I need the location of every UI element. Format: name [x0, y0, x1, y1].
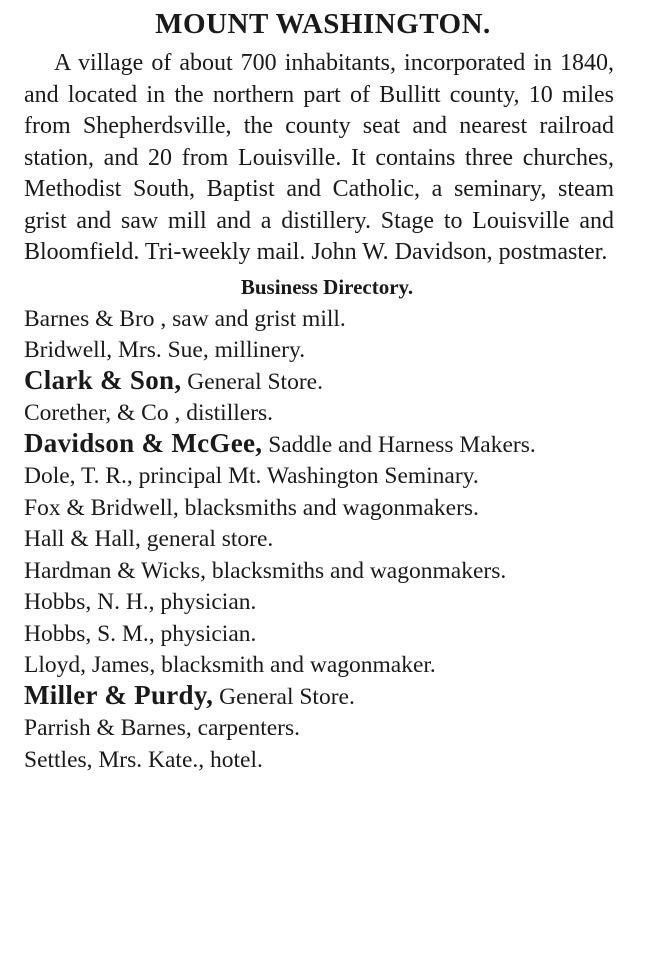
- entry-text: Hall & Hall, general store.: [24, 526, 274, 552]
- entry-text: Corether, & Co , distillers.: [24, 400, 274, 426]
- entry-text: Fox & Bridwell, blacksmiths and wagonmakers.: [24, 494, 479, 521]
- entry-text: Hobbs, S. M., physician.: [24, 620, 257, 647]
- directory-entry: [24, 303, 614, 335]
- directory-entry: [24, 618, 614, 650]
- entry-text: Dole, T. R., principal Mt. Washington Seminary.: [24, 463, 479, 489]
- business-directory-heading: Business Directory.: [240, 274, 414, 299]
- directory-entry: [24, 712, 614, 744]
- entry-text: Barnes & Bro , saw and grist mill.: [24, 305, 346, 332]
- directory-entry: [24, 681, 614, 713]
- directory-entry: [24, 523, 614, 555]
- page-title: MOUNT WASHINGTON.: [155, 8, 491, 40]
- business-directory-list: [24, 303, 614, 776]
- entry-text: Settles, Mrs. Kate., hotel.: [24, 746, 263, 773]
- directory-entry: [24, 397, 614, 429]
- entry-text: General Store.: [181, 368, 323, 395]
- village-description: A village of about 700 inhabitants, incorporated in 1840, and located in the northern part of Bullitt county, 10 miles from Shepherdsville, the county seat and nearest railroad station, and 20 from Louisville. It contains three churches, Methodist South, Baptist and Catholic, a seminary, steam grist and saw mill and a distillery. Stage to Louisville and Bloomfield. Tri-weekly mail. John W. Davidson, postmaster.: [24, 50, 614, 265]
- entry-business-name: Davidson & McGee,: [24, 427, 263, 458]
- directory-entry: [24, 334, 614, 366]
- directory-entry: [24, 744, 614, 776]
- entry-text: Bridwell, Mrs. Sue, millinery.: [24, 337, 306, 363]
- directory-entry: [24, 429, 614, 461]
- directory-entry: [24, 555, 614, 587]
- entry-text: Parrish & Barnes, carpenters.: [24, 715, 301, 741]
- directory-entry: [24, 649, 614, 681]
- entry-text: General Store.: [213, 683, 355, 710]
- entry-text: Saddle and Harness Makers.: [262, 431, 536, 458]
- entry-text: Hobbs, N. H., physician.: [24, 589, 257, 615]
- directory-entry: [24, 586, 614, 618]
- directory-entry: [24, 366, 614, 398]
- entry-text: Lloyd, James, blacksmith and wagonmaker.: [24, 652, 436, 678]
- entry-business-name: Miller & Purdy,: [24, 679, 214, 710]
- entry-business-name: Clark & Son,: [24, 364, 182, 395]
- directory-entry: [24, 492, 614, 524]
- directory-entry: [24, 460, 614, 492]
- entry-text: Hardman & Wicks, blacksmiths and wagonmakers.: [24, 557, 507, 584]
